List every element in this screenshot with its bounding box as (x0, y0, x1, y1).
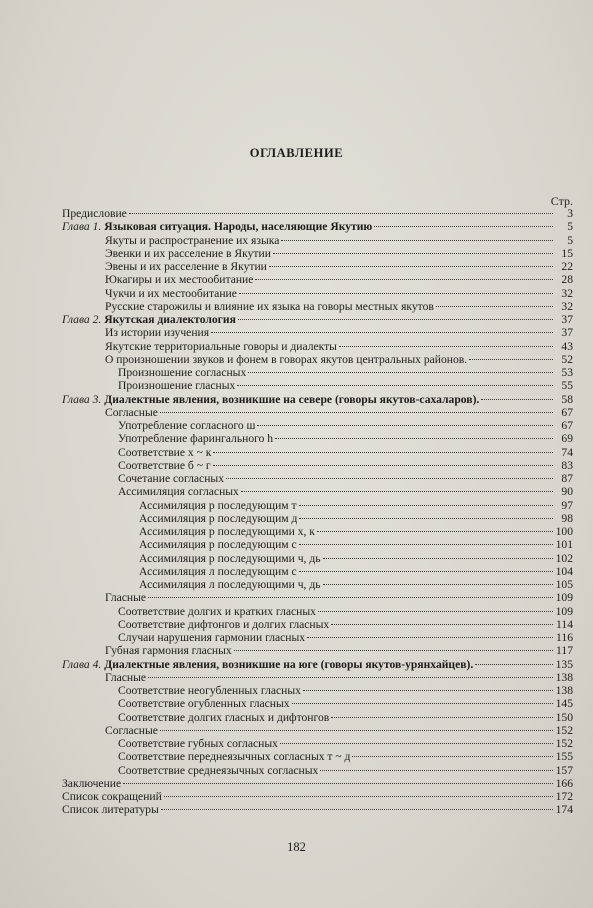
toc-entry-title: Эвенки и их расселение в Якутии (105, 246, 271, 260)
toc-entry (62, 803, 573, 816)
dot-leader (213, 465, 553, 466)
toc-entry (62, 711, 573, 724)
toc-entry (62, 790, 573, 803)
toc-page-number: 90 (561, 485, 573, 499)
chapter-title: Языковая ситуация. Народы, населяющие Якутию (104, 220, 373, 234)
dot-leader (273, 253, 553, 254)
toc-entry-title: Эвены и их расселение в Якутии (105, 260, 267, 273)
dot-leader (481, 399, 553, 400)
toc-page-number: 32 (561, 299, 573, 313)
toc-entry (62, 538, 573, 551)
toc-entry-title: Якутские территориальные говоры и диалекты (105, 339, 337, 353)
toc-entry (62, 260, 573, 273)
toc-page-number: 52 (561, 352, 573, 366)
toc-entry-title: Употребление фарингального h (118, 432, 274, 446)
toc-entry-title: Случаи нарушения гармонии гласных (118, 631, 306, 644)
toc-entry-title: Ассимиляция р последующим т (139, 498, 297, 512)
toc-entry (62, 631, 573, 644)
dot-leader (226, 478, 553, 479)
dot-leader (213, 452, 553, 453)
page-column-label: Стр. (550, 194, 573, 208)
dot-leader (331, 624, 553, 625)
toc-entry-title: Соответствие долгих и кратких гласных (118, 604, 316, 618)
toc-page-number: 74 (561, 445, 573, 459)
toc-entry (62, 419, 573, 432)
toc-entry (62, 750, 573, 763)
toc-chapter-entry (62, 220, 573, 233)
toc-entry-title: Из истории изучения (105, 326, 210, 340)
dot-leader (160, 730, 553, 731)
chapter-prefix: Глава 1. (62, 220, 102, 234)
toc-page-number: 43 (561, 339, 573, 353)
toc-entry (62, 565, 573, 578)
toc-page-number: 37 (561, 313, 573, 326)
toc-entry-title (62, 313, 236, 326)
toc-page-number: 22 (561, 260, 573, 273)
toc-entry (62, 446, 573, 459)
dot-leader (129, 213, 553, 214)
dot-leader (248, 372, 553, 373)
dot-leader (237, 385, 553, 386)
dot-leader (257, 425, 553, 426)
toc-entry (62, 300, 573, 313)
toc-page-number: 117 (556, 644, 573, 658)
toc-page-number: 87 (561, 472, 573, 485)
toc-page-number: 97 (561, 498, 573, 512)
dot-leader (292, 703, 553, 704)
toc-entry-title: Произношение гласных (118, 379, 236, 393)
toc-entry (62, 777, 573, 790)
toc-entry (62, 724, 573, 737)
dot-leader (280, 743, 553, 744)
dot-leader (303, 690, 553, 691)
dot-leader (323, 558, 553, 559)
toc-page-number: 5 (567, 233, 573, 247)
toc-page-number: 174 (555, 803, 573, 817)
toc-page-number: 15 (561, 246, 573, 260)
toc-page-number: 145 (555, 697, 573, 711)
chapter-prefix: Глава 3. (62, 392, 102, 406)
toc-entry (62, 499, 573, 512)
dot-leader (281, 240, 553, 241)
toc-page-number: 67 (561, 419, 573, 432)
page-number: 182 (287, 840, 306, 854)
toc-entry (62, 525, 573, 538)
dot-leader (160, 412, 553, 413)
toc-page-number: 69 (561, 432, 573, 446)
toc-entry (62, 273, 573, 286)
dot-leader (352, 756, 553, 757)
chapter-title: Диалектные явления, возникшие на севере (говоры якутов-сахаларов). (104, 392, 480, 406)
toc-entry-title: Губная гармония гласных (105, 644, 232, 658)
toc-entry (62, 353, 573, 366)
toc-entry-title: Согласные (105, 405, 158, 419)
table-of-contents (62, 207, 573, 817)
toc-page-number: 109 (555, 591, 573, 605)
dot-leader (161, 809, 553, 810)
toc-entry (62, 591, 573, 604)
toc-entry-title: Соответствие огубленных гласных (118, 697, 290, 711)
toc-entry (62, 340, 573, 353)
dot-leader (269, 266, 553, 267)
toc-page-number: 104 (555, 564, 573, 578)
dot-leader (123, 783, 553, 784)
toc-entry-title: Ассимиляция л последующими ч, дь (139, 578, 321, 591)
dot-leader (318, 611, 553, 612)
dot-leader (148, 597, 553, 598)
toc-chapter-entry (62, 393, 573, 406)
dot-leader (299, 571, 553, 572)
toc-entry-title: Соответствие переднеязычных согласных т ~ д (118, 750, 351, 764)
dot-leader (436, 306, 553, 307)
dot-leader (299, 544, 553, 545)
dot-leader (317, 531, 553, 532)
toc-entry (62, 684, 573, 697)
toc-entry-title: Юкагиры и их местообитание (105, 273, 254, 287)
toc-entry-title: Ассимиляция л последующим с (139, 564, 297, 578)
toc-page-number: 83 (561, 458, 573, 472)
dot-leader (164, 796, 553, 797)
toc-page-number: 135 (555, 657, 573, 671)
dot-leader (255, 279, 553, 280)
dot-leader (374, 226, 553, 227)
toc-entry (62, 697, 573, 710)
toc-entry-title: Соответствие среднеязычных согласных (118, 763, 319, 777)
toc-page-number: 100 (555, 525, 573, 538)
dot-leader (320, 770, 553, 771)
dot-leader (239, 293, 553, 294)
toc-page-number: 37 (561, 326, 573, 340)
toc-entry-title (62, 658, 473, 671)
toc-entry-title: Ассимиляция согласных (118, 485, 239, 499)
toc-entry-title (62, 393, 479, 406)
toc-entry-title: О произношении звуков и фонем в говорах якутов центральных районов. (105, 352, 468, 366)
toc-entry (62, 459, 573, 472)
toc-entry-title: Ассимиляция р последующим с (139, 538, 297, 552)
toc-page-number: 53 (561, 366, 573, 379)
toc-page-number: 58 (561, 392, 573, 406)
dot-leader (299, 505, 553, 506)
toc-entry-title: Сочетание согласных (118, 472, 224, 485)
toc-page-number: 157 (555, 763, 573, 777)
toc-entry (62, 379, 573, 392)
toc-entry (62, 406, 573, 419)
toc-entry-title: Заключение (62, 776, 122, 790)
chapter-title: Якутская диалектология (104, 313, 236, 326)
toc-page-number: 67 (561, 405, 573, 419)
chapter-prefix: Глава 4. (62, 657, 102, 671)
toc-entry-title: Список сокращений (62, 790, 162, 803)
toc-entry-title: Русские старожилы и влияние их языка на говоры местных якутов (105, 299, 434, 313)
chapter-title: Диалектные явления, возникшие на юге (говоры якутов-урянхайцев). (104, 657, 474, 671)
dot-leader (148, 677, 553, 678)
dot-leader (469, 359, 553, 360)
toc-entry-title: Соответствие дифтонгов и долгих гласных (118, 617, 330, 631)
toc-entry-title: Соответствие неогубленных гласных (118, 684, 301, 697)
toc-entry-title (62, 220, 372, 233)
toc-entry-title: Предисловие (62, 207, 127, 220)
toc-entry-title: Чукчи и их местообитание (105, 286, 237, 300)
toc-entry (62, 432, 573, 445)
toc-entry (62, 618, 573, 631)
toc-page-number: 32 (561, 286, 573, 300)
dot-leader (339, 346, 553, 347)
toc-entry-title: Соответствие х ~ к (118, 445, 212, 459)
toc-entry-title: Соответствие б ~ г (118, 458, 211, 472)
toc-entry (62, 671, 573, 684)
toc-entry-title: Гласные (105, 670, 147, 684)
dot-leader (307, 637, 553, 638)
toc-entry (62, 578, 573, 591)
dot-leader (475, 664, 553, 665)
toc-entry-title: Ассимиляция р последующими х, к (139, 525, 315, 538)
toc-page-number: 152 (555, 737, 573, 750)
toc-page-number: 150 (555, 710, 573, 724)
dot-leader (299, 518, 553, 519)
toc-entry (62, 207, 573, 220)
toc-page-number: 5 (567, 220, 573, 234)
dot-leader (331, 717, 553, 718)
toc-page-number: 172 (555, 790, 573, 803)
toc-entry (62, 764, 573, 777)
toc-entry-title: Произношение согласных (118, 366, 247, 379)
toc-entry (62, 472, 573, 485)
toc-page-number: 109 (555, 604, 573, 618)
toc-page-number: 101 (555, 538, 573, 552)
dot-leader (238, 319, 553, 320)
toc-entry-title: Гласные (105, 591, 147, 605)
toc-entry (62, 605, 573, 618)
dot-leader (323, 584, 553, 585)
toc-entry (62, 644, 573, 657)
toc-page-number: 152 (555, 723, 573, 737)
toc-entry-title: Список литературы (62, 803, 159, 817)
dot-leader (241, 491, 553, 492)
toc-page-number: 155 (555, 750, 573, 764)
toc-page-number: 3 (567, 207, 573, 220)
toc-page-number: 102 (555, 551, 573, 565)
toc-chapter-entry (62, 658, 573, 671)
dot-leader (211, 332, 553, 333)
toc-page-number: 138 (555, 670, 573, 684)
toc-page-number: 105 (555, 578, 573, 591)
dot-leader (275, 438, 553, 439)
toc-entry (62, 234, 573, 247)
toc-page-number: 116 (556, 631, 573, 644)
toc-entry-title: Соответствие долгих гласных и дифтонгов (118, 710, 330, 724)
toc-page-number: 138 (555, 684, 573, 697)
toc-entry-title: Согласные (105, 723, 158, 737)
toc-entry-title: Якуты и распространение их языка (105, 233, 280, 247)
toc-entry-title: Ассимиляция р последующими ч, дь (139, 551, 321, 565)
toc-page-number: 98 (561, 511, 573, 525)
toc-heading: ОГЛАВЛЕНИЕ (249, 146, 344, 160)
chapter-prefix: Глава 2. (62, 313, 102, 326)
toc-entry (62, 552, 573, 565)
toc-entry (62, 485, 573, 498)
toc-entry (62, 247, 573, 260)
toc-entry-title: Соответствие губных согласных (118, 737, 278, 750)
toc-entry (62, 287, 573, 300)
toc-page-number: 114 (556, 617, 573, 631)
toc-entry-title: Ассимиляция р последующим д (139, 511, 298, 525)
toc-chapter-entry (62, 313, 573, 326)
toc-entry-title: Употребление согласного ш (118, 419, 256, 432)
toc-entry (62, 737, 573, 750)
toc-page-number: 166 (555, 776, 573, 790)
toc-entry (62, 366, 573, 379)
toc-entry (62, 326, 573, 339)
toc-page-number: 28 (561, 273, 573, 287)
dot-leader (234, 650, 553, 651)
toc-entry (62, 512, 573, 525)
toc-page-number: 55 (561, 379, 573, 393)
